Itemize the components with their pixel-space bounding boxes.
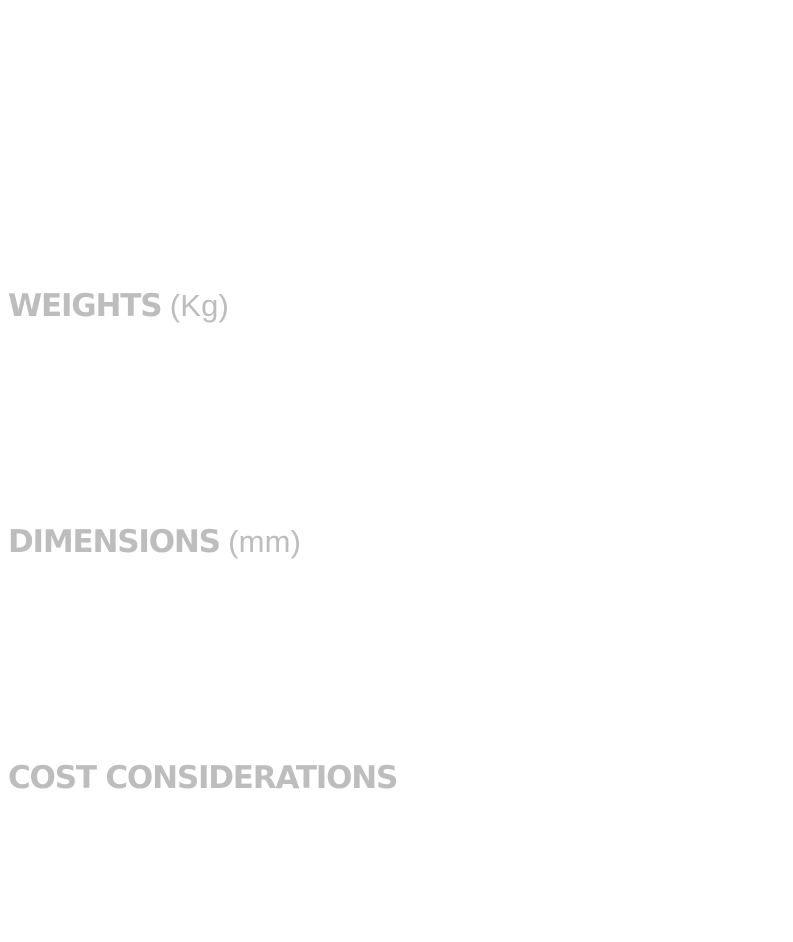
dimensions-title: DIMENSIONS xyxy=(8,524,220,560)
cost-considerations-heading xyxy=(8,762,397,794)
dimensions-unit: (mm) xyxy=(228,524,302,559)
weights-unit: (Kg) xyxy=(169,288,230,323)
dimensions-heading xyxy=(8,526,301,558)
cost-considerations-title: COST CONSIDERATIONS xyxy=(8,760,398,796)
weights-title: WEIGHTS xyxy=(8,288,162,324)
weights-heading xyxy=(8,290,229,322)
